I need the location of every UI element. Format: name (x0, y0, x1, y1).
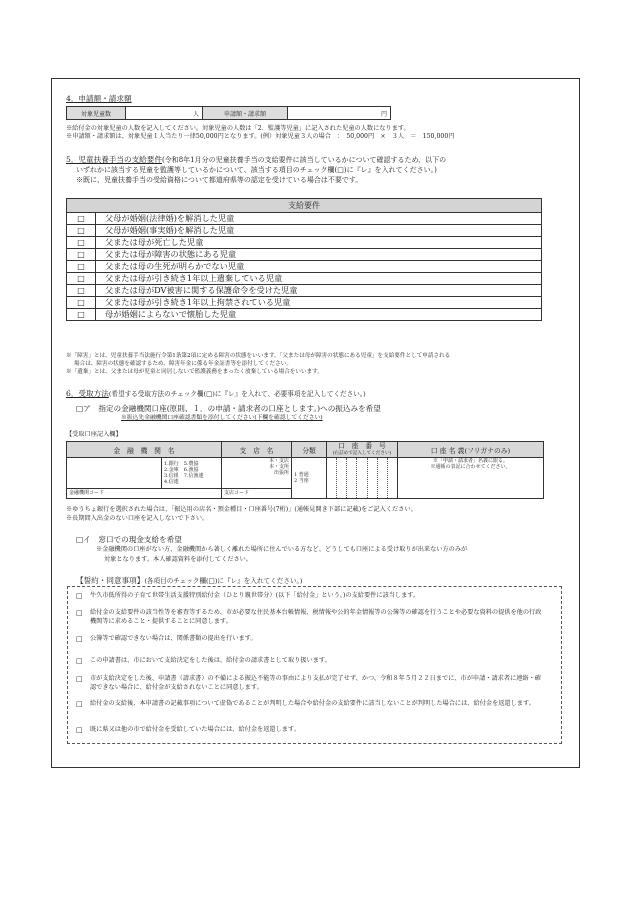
consent-box (67, 586, 562, 744)
option-i-note1: ※金融機関の口座がない方、金融機関から著しく離れた場所に住んでいる方など、どうしても口座による受け取りが出来ない方のみが (96, 546, 468, 553)
requirement-checkbox[interactable]: □ (67, 285, 96, 297)
consent-item (76, 635, 545, 645)
option-a-note: ※振込先金融機関口座確認書類を添付してください(下欄を確認してください) (121, 415, 323, 421)
consent-item (76, 675, 545, 692)
requirement-checkbox[interactable]: □ (67, 249, 96, 261)
amount-table (66, 106, 391, 120)
child-count-field[interactable] (126, 107, 203, 120)
bank-name-header: 金 融 機 関 名 (67, 442, 222, 458)
section6-title (66, 389, 366, 399)
requirement-row[interactable] (67, 273, 542, 285)
branch-code-label: 支店コード (224, 490, 250, 497)
section5-note2: ※「遺棄」とは、父または母が児童と同居しないで監護義務をまったく放棄している場合をいいます。 (66, 369, 323, 375)
requirement-label: 父または母が死亡した児童 (96, 237, 542, 249)
consent-text: 牛久市低所得の子育て世帯生活支援特別給付金（ひとり親世帯分）(以下「給付金」という。)の支給要件に該当します。 (90, 592, 420, 599)
branch-name-field[interactable] (222, 458, 292, 489)
section6-title-rest: (希望する受取方法のチェック欄(□)に『レ』を入れて、必要事項を記入してください。) (108, 390, 366, 398)
bank-type-list (162, 458, 222, 489)
account-number-title: 口 座 番 号 (338, 441, 386, 450)
requirement-label: 父または母がDV被害に関する保護命令を受けた児童 (96, 285, 542, 297)
requirement-checkbox[interactable]: □ (67, 237, 96, 249)
requirement-checkbox[interactable]: □ (67, 297, 96, 309)
consent-text: 公簿等で確認できない場合は、関係書類の提出を行います。 (90, 635, 257, 642)
consent-text: 既に県又は他の市で給付金を受給していた場合には、給付金を返還します。 (90, 726, 300, 733)
consent-text: 給付金の支給要件の該当性等を審査等するため、市が必要な住民基本台帳情報、税情報や公的年金情報等の公簿等の確認を行うことや必要な資料の提供を他の行政機関等に求めること・提供することに同意します。 (90, 609, 542, 625)
consent-text: この申請書は、市において支給決定をした後は、給付金の請求書として取り扱います。 (90, 657, 331, 664)
amount-field[interactable] (288, 107, 391, 120)
account-holder-header: 口 座 名 義(フリガナのみ) (398, 442, 544, 458)
bank-account-table (66, 441, 544, 499)
requirement-row[interactable] (67, 285, 542, 297)
class-header: 分類 (292, 442, 327, 458)
class-ordinary: 1 普通 (294, 471, 309, 478)
section5-title-rest: (令和8年1月分の児童扶養手当の支給要件に該当しているかについて確認するため、以下の (161, 156, 447, 164)
consent-item (76, 726, 545, 736)
requirement-label: 父または母が引き続き1年以上遺棄している児童 (96, 273, 542, 285)
requirement-label: 父または母が引き続き1年以上拘禁されている児童 (96, 297, 542, 309)
requirement-label: 父または母の生死が明らかでない児童 (96, 261, 542, 273)
requirement-checkbox[interactable]: □ (67, 261, 96, 273)
section4-title: 4．申請額・請求額 (66, 94, 132, 103)
requirement-label: 父母が婚姻(法律婚)を解消した児童 (96, 213, 542, 225)
bank-code-label: 金融機関コード (69, 490, 105, 497)
consent-checkbox[interactable]: □ (76, 609, 83, 617)
consent-checkbox[interactable]: □ (76, 700, 83, 708)
consent-title-rest: (各項目のチェック欄(□)に『レ』を入れてください。) (144, 577, 303, 585)
consent-item (76, 657, 545, 667)
section5-title (66, 155, 446, 165)
section5-line3: ※既に、児童扶養手当の受給資格について都道府県等の認定を受けている場合は不要です。 (76, 176, 363, 184)
requirement-checkbox[interactable]: □ (67, 309, 96, 321)
consent-item (76, 609, 545, 626)
requirement-row[interactable] (67, 213, 542, 225)
option-a-bank-transfer[interactable]: □ア 指定の金融機関口座(原則、１．の申請・請求者の口座とします。)への振込みを希望 (76, 404, 381, 413)
child-count-label: 対象児童数 (67, 107, 126, 120)
amount-unit: 円 (380, 110, 387, 118)
section5-title-main: 5．児童扶養手当の支給要件 (66, 155, 162, 164)
bank-type-4: 4.信連 (164, 479, 179, 486)
consent-checkbox[interactable]: □ (76, 635, 83, 643)
branch-type-1: 本・支店 (268, 458, 289, 464)
consent-text: 給付金の支給後、本申請書の記載事項について虚偽であることが判明した場合や給付金の支給要件に該当しないことが判明した場合には、給付金を返還します。 (90, 700, 535, 707)
bank-type-2: 2.金庫 6.漁協 (164, 466, 199, 473)
section5-line2: いずれかに該当する児童を監護等しているかについて、該当する項目のチェック欄(□)に『レ』を入れてください。) (76, 166, 437, 174)
section5-note1b: 場合は、障害の状態を確認するため、障害年金に係る年金証書等を添付してください。 (74, 361, 292, 367)
requirements-table (66, 198, 542, 321)
bank-name-field[interactable] (67, 458, 162, 489)
requirement-row[interactable] (67, 261, 542, 273)
branch-code-field[interactable] (222, 489, 292, 499)
consent-item (76, 700, 545, 710)
holder-note-1: ※「申請・請求者」名義に限る。 (432, 458, 508, 464)
account-number-subtitle: (右詰めで記入してください) (332, 450, 392, 456)
bank-type-3: 3.信組 7.信漁連 (164, 473, 204, 479)
requirement-row[interactable] (67, 237, 542, 249)
requirement-checkbox[interactable]: □ (67, 213, 96, 225)
requirement-label: 父または母が障害の状態にある児童 (96, 249, 542, 261)
requirement-row[interactable] (67, 249, 542, 261)
account-class-field[interactable] (292, 458, 327, 499)
holder-note-2: ※通帳の表記に合わせてください。 (430, 464, 511, 471)
bank-type-1: 1.銀行 5.農協 (164, 460, 199, 467)
consent-item (76, 592, 545, 602)
section6-title-main: 6．受取方法 (66, 389, 109, 398)
branch-type-2: 本・支所 (268, 464, 289, 471)
requirement-checkbox[interactable]: □ (67, 273, 96, 285)
requirements-header: 支給要件 (67, 199, 542, 213)
account-number-field[interactable] (327, 458, 398, 499)
bank-caption: 【受取口座記入欄】 (66, 431, 122, 438)
consent-title (76, 576, 302, 586)
consent-checkbox[interactable]: □ (76, 657, 83, 665)
consent-checkbox[interactable]: □ (76, 592, 83, 600)
section5-note1: ※「障害」とは、児童扶養手当法施行令第1条第2項に定める障害の状態をいいます。「父または母が障害の状態にある児童」を支給要件として申請される (66, 353, 451, 359)
section6-note1: ※ゆうちょ銀行を選択された場合は、「振込用の店名・預金種目・口座番号(7桁)」(通帳見開き下部に記載)をご記入ください。 (66, 506, 417, 513)
requirement-row[interactable] (67, 225, 542, 237)
consent-text: 市が支給決定をした後、申請書（請求書）の不備による振込不能等の事由により支払が完了せず、かつ、令和８年５月２２日までに、市が申請・請求者に連絡・確認できない場合に、給付金が支給されないことに同意します。 (90, 675, 541, 691)
branch-name-header: 支 店 名 (222, 442, 292, 458)
bank-code-field[interactable] (67, 489, 222, 499)
option-i-cash-pickup[interactable]: □イ 窓口での現金支給を希望 (76, 535, 182, 544)
consent-checkbox[interactable]: □ (76, 675, 83, 683)
section4-note2: ※申請額・請求額は、対象児童１人当たり一律50,000円となります。(例）対象児童３人の場合 ： 50,000円 × ３人 ＝ 150,000円 (66, 133, 455, 140)
requirement-label: 母が婚姻によらないで懐胎した児童 (96, 309, 542, 321)
requirement-row[interactable] (67, 297, 542, 309)
branch-type-3: 出張所 (273, 470, 289, 477)
account-number-header (327, 442, 398, 458)
class-current: 2 当座 (294, 478, 309, 484)
account-holder-field[interactable] (398, 458, 544, 499)
requirement-row[interactable] (67, 309, 542, 321)
amount-label: 申請額・請求額 (203, 107, 288, 120)
option-i-note2: 対象となります。本人確認資料を添付してください。 (104, 556, 253, 563)
consent-checkbox[interactable]: □ (76, 726, 83, 734)
consent-title-main: 【誓約・同意事項】 (76, 576, 145, 585)
requirement-label: 父母が婚姻(事実婚)を解消した児童 (96, 225, 542, 237)
count-unit: 人 (192, 110, 199, 118)
section4-note1: ※給付金の対象児童の人数を記入してください。対象児童の人数は「2．監護等児童」に記入された児童の人数になります。 (66, 125, 410, 132)
requirement-checkbox[interactable]: □ (67, 225, 96, 237)
section6-note2: ※長期間入出金のない口座を記入しないで下さい。 (66, 515, 209, 522)
